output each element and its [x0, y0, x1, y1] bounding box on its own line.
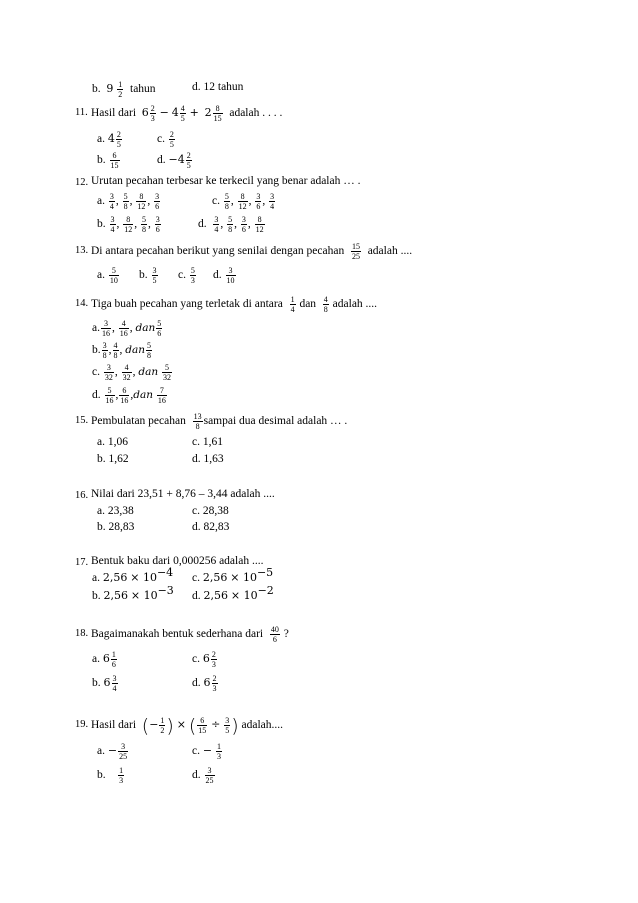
q17-option-b: b. $2,56 \times 10^{-3}$	[92, 584, 174, 602]
fraction: $\frac{2}{3}$	[211, 650, 216, 669]
q11-option-b: b. $\frac{6}{15}$	[97, 151, 119, 170]
q15-option-c: c. 1,61	[192, 436, 223, 448]
fraction: $\frac{3}{4}$	[270, 192, 275, 211]
q10-option-d: d. 12 tahun	[192, 81, 244, 93]
fraction: $\frac{3}{32}$	[104, 363, 113, 382]
q16-stem: Nilai dari 23,51 + 8,76 – 3,44 adalah ....	[91, 488, 275, 500]
fraction: $\frac{5}{8}$	[224, 192, 229, 211]
q11-stem: Hasil dari 6 $\frac{2}{3}$ − 4 $\frac{4}{5}$ + 2 $\frac{8}{15}$ adalah . . . .	[91, 104, 283, 123]
fraction: $\frac{15}{25}$	[351, 242, 360, 261]
fraction: $\frac{5}{8}$	[123, 192, 128, 211]
fraction: $\frac{3}{6}$	[155, 192, 160, 211]
fraction: $\frac{1}{4}$	[290, 295, 295, 314]
question-number: 16.	[75, 490, 89, 501]
fraction: $\frac{3}{6}$	[256, 192, 261, 211]
fraction: $\frac{2}{3}$	[212, 674, 217, 693]
question-number: 19.	[75, 719, 89, 730]
fraction: $\frac{5}{8}$	[228, 215, 233, 234]
q12-option-a: a. $\frac{3}{4}$ , $\frac{5}{8}$ , $\frac{8}{12}$ , $\frac{3}{6}$	[97, 192, 160, 211]
question-number: 11.	[75, 107, 88, 118]
q12-option-c: c. $\frac{5}{8}$ , $\frac{8}{12}$ , $\frac{3}{6}$ , $\frac{3}{4}$	[212, 192, 275, 211]
fraction: $\frac{3}{5}$	[152, 266, 157, 285]
q19-option-b: b. $\frac{1}{3}$	[97, 766, 124, 785]
fraction: $\frac{3}{8}$	[102, 341, 107, 360]
fraction: $\frac{1}{2}$	[160, 716, 165, 735]
q18-stem: Bagaimanakah bentuk sederhana dari $\frac{40}{6}$ ?	[91, 625, 289, 644]
fraction: $\frac{13}{8}$	[193, 412, 202, 431]
q18-option-c: c. 6 $\frac{2}{3}$	[192, 650, 216, 669]
q15-option-d: d. 1,63	[192, 453, 224, 465]
fraction: $\frac{5}{6}$	[157, 319, 162, 338]
q18-option-b: b. 6 $\frac{3}{4}$	[92, 674, 117, 693]
fraction: $\frac{3}{5}$	[225, 716, 230, 735]
fraction: $\frac{5}{8}$	[147, 341, 151, 360]
q16-option-c: c. 28,38	[192, 505, 229, 517]
fraction: $\frac{5}{32}$	[162, 363, 171, 382]
q13-option-b: b. $\frac{3}{5}$	[139, 266, 157, 285]
fraction: $\frac{1}{3}$	[216, 742, 221, 761]
q18-option-d: d. 6 $\frac{2}{3}$	[192, 674, 217, 693]
q14-option-a: a. $\frac{3}{16}$ , $\frac{4}{16}$ , dan $\frac{5}{6}$	[92, 319, 162, 338]
q10-option-b: b. 9 $\frac{1}{2}$ tahun	[92, 80, 156, 99]
fraction: $\frac{1}{3}$	[119, 766, 124, 785]
fraction: $\frac{8}{12}$	[137, 192, 146, 211]
fraction: $\frac{40}{6}$	[270, 625, 279, 644]
q13-option-d: d. $\frac{3}{10}$	[213, 266, 235, 285]
q13-option-a: a. $\frac{5}{10}$	[97, 266, 118, 285]
q16-option-a: a. 23,38	[97, 505, 134, 517]
fraction: $\frac{3}{4}$	[214, 215, 219, 234]
q13-option-c: c. $\frac{5}{3}$	[178, 266, 195, 285]
fraction: $\frac{6}{16}$	[120, 386, 129, 405]
fraction: $\frac{2}{5}$	[169, 130, 174, 149]
q17-option-a: a. $2,56 \times 10^{-4}$	[92, 566, 174, 584]
fraction: $\frac{6}{15}$	[110, 151, 119, 170]
fraction: $\frac{3}{4}$	[110, 215, 115, 234]
fraction: $\frac{5}{3}$	[190, 266, 195, 285]
q19-stem: Hasil dari (− $\frac{1}{2}$ ) × ( $\frac{6}{15}$ ÷ $\frac{3}{5}$ ) adalah....	[91, 714, 284, 737]
fraction: $\frac{3}{6}$	[241, 215, 246, 234]
fraction: $\frac{2}{5}$	[116, 130, 121, 149]
q17-option-c: c. $2,56 \times 10^{-5}$	[192, 566, 274, 584]
q12-stem: Urutan pecahan terbesar ke terkecil yang benar adalah … .	[91, 175, 361, 187]
fraction: $\frac{1}{6}$	[111, 650, 116, 669]
fraction: $\frac{7}{16}$	[157, 386, 166, 405]
q17-option-d: d. $2,56 \times 10^{-2}$	[192, 584, 274, 602]
q15-option-a: a. 1,06	[97, 436, 128, 448]
q16-option-b: b. 28,83	[97, 521, 135, 533]
fraction: $\frac{8}{15}$	[213, 104, 222, 123]
question-number: 12.	[75, 177, 89, 188]
fraction: $\frac{4}{16}$	[119, 319, 128, 338]
fraction: $\frac{4}{8}$	[323, 295, 328, 314]
question-number: 17.	[75, 557, 89, 568]
fraction: $\frac{8}{12}$	[124, 215, 133, 234]
question-number: 18.	[75, 628, 89, 639]
q15-option-b: b. 1,62	[97, 453, 129, 465]
fraction: $\frac{1}{2}$	[118, 80, 123, 99]
fraction: $\frac{2}{3}$	[150, 104, 155, 123]
q18-option-a: a. 6 $\frac{1}{6}$	[92, 650, 116, 669]
question-number: 14.	[75, 298, 89, 309]
fraction: $\frac{8}{12}$	[238, 192, 247, 211]
fraction: $\frac{6}{15}$	[198, 716, 207, 735]
fraction: $\frac{8}{12}$	[255, 215, 264, 234]
fraction: $\frac{5}{8}$	[142, 215, 146, 234]
q19-option-a: a. − $\frac{3}{25}$	[97, 742, 128, 761]
question-number: 13.	[75, 245, 89, 256]
q14-stem: Tiga buah pecahan yang terletak di antara $\frac{1}{4}$ dan $\frac{4}{8}$ adalah ....	[91, 295, 378, 314]
fraction: $\frac{4}{32}$	[122, 363, 131, 382]
q13-stem: Di antara pecahan berikut yang senilai dengan pecahan $\frac{15}{25}$ adalah ....	[91, 242, 413, 261]
q14-option-c: c. $\frac{3}{32}$ , $\frac{4}{32}$ , dan $\frac{5}{32}$	[92, 363, 171, 382]
q14-option-d: d. $\frac{5}{16}$ , $\frac{6}{16}$ ,dan $\frac{7}{16}$	[92, 386, 166, 405]
fraction: $\frac{5}{10}$	[109, 266, 118, 285]
fraction: $\frac{3}{4}$	[109, 192, 114, 211]
fraction: $\frac{3}{10}$	[226, 266, 235, 285]
q14-option-b: b. $\frac{3}{8}$ , $\frac{4}{8}$ , dan $\frac{5}{8}$	[92, 341, 151, 360]
q12-option-b: b. $\frac{3}{4}$ , $\frac{8}{12}$ , $\frac{5}{8}$ , $\frac{3}{6}$	[97, 215, 160, 234]
q15-stem: Pembulatan pecahan $\frac{13}{8}$ sampai dua desimal adalah … .	[91, 412, 348, 431]
fraction: $\frac{5}{16}$	[105, 386, 114, 405]
q17-stem: Bentuk baku dari 0,000256 adalah ....	[91, 555, 264, 567]
q12-option-d: d. $\frac{3}{4}$ , $\frac{5}{8}$ , $\frac{3}{6}$ , $\frac{8}{12}$	[198, 215, 264, 234]
fraction: $\frac{3}{16}$	[101, 319, 110, 338]
q19-option-c: c. − $\frac{1}{3}$	[192, 742, 221, 761]
q11-option-d: d. −4 $\frac{2}{5}$	[157, 151, 191, 170]
fraction: $\frac{3}{4}$	[112, 674, 117, 693]
fraction: $\frac{4}{8}$	[113, 341, 118, 360]
q16-option-d: d. 82,83	[192, 521, 230, 533]
q11-option-c: c. $\frac{2}{5}$	[157, 130, 174, 149]
q11-option-a: a. 4 $\frac{2}{5}$	[97, 130, 121, 149]
question-number: 15.	[75, 415, 89, 426]
fraction: $\frac{3}{25}$	[205, 766, 214, 785]
fraction: $\frac{2}{5}$	[186, 151, 191, 170]
q19-option-d: d. $\frac{3}{25}$	[192, 766, 214, 785]
fraction: $\frac{3}{25}$	[119, 742, 128, 761]
fraction: $\frac{3}{6}$	[155, 215, 160, 234]
fraction: $\frac{4}{5}$	[180, 104, 185, 123]
